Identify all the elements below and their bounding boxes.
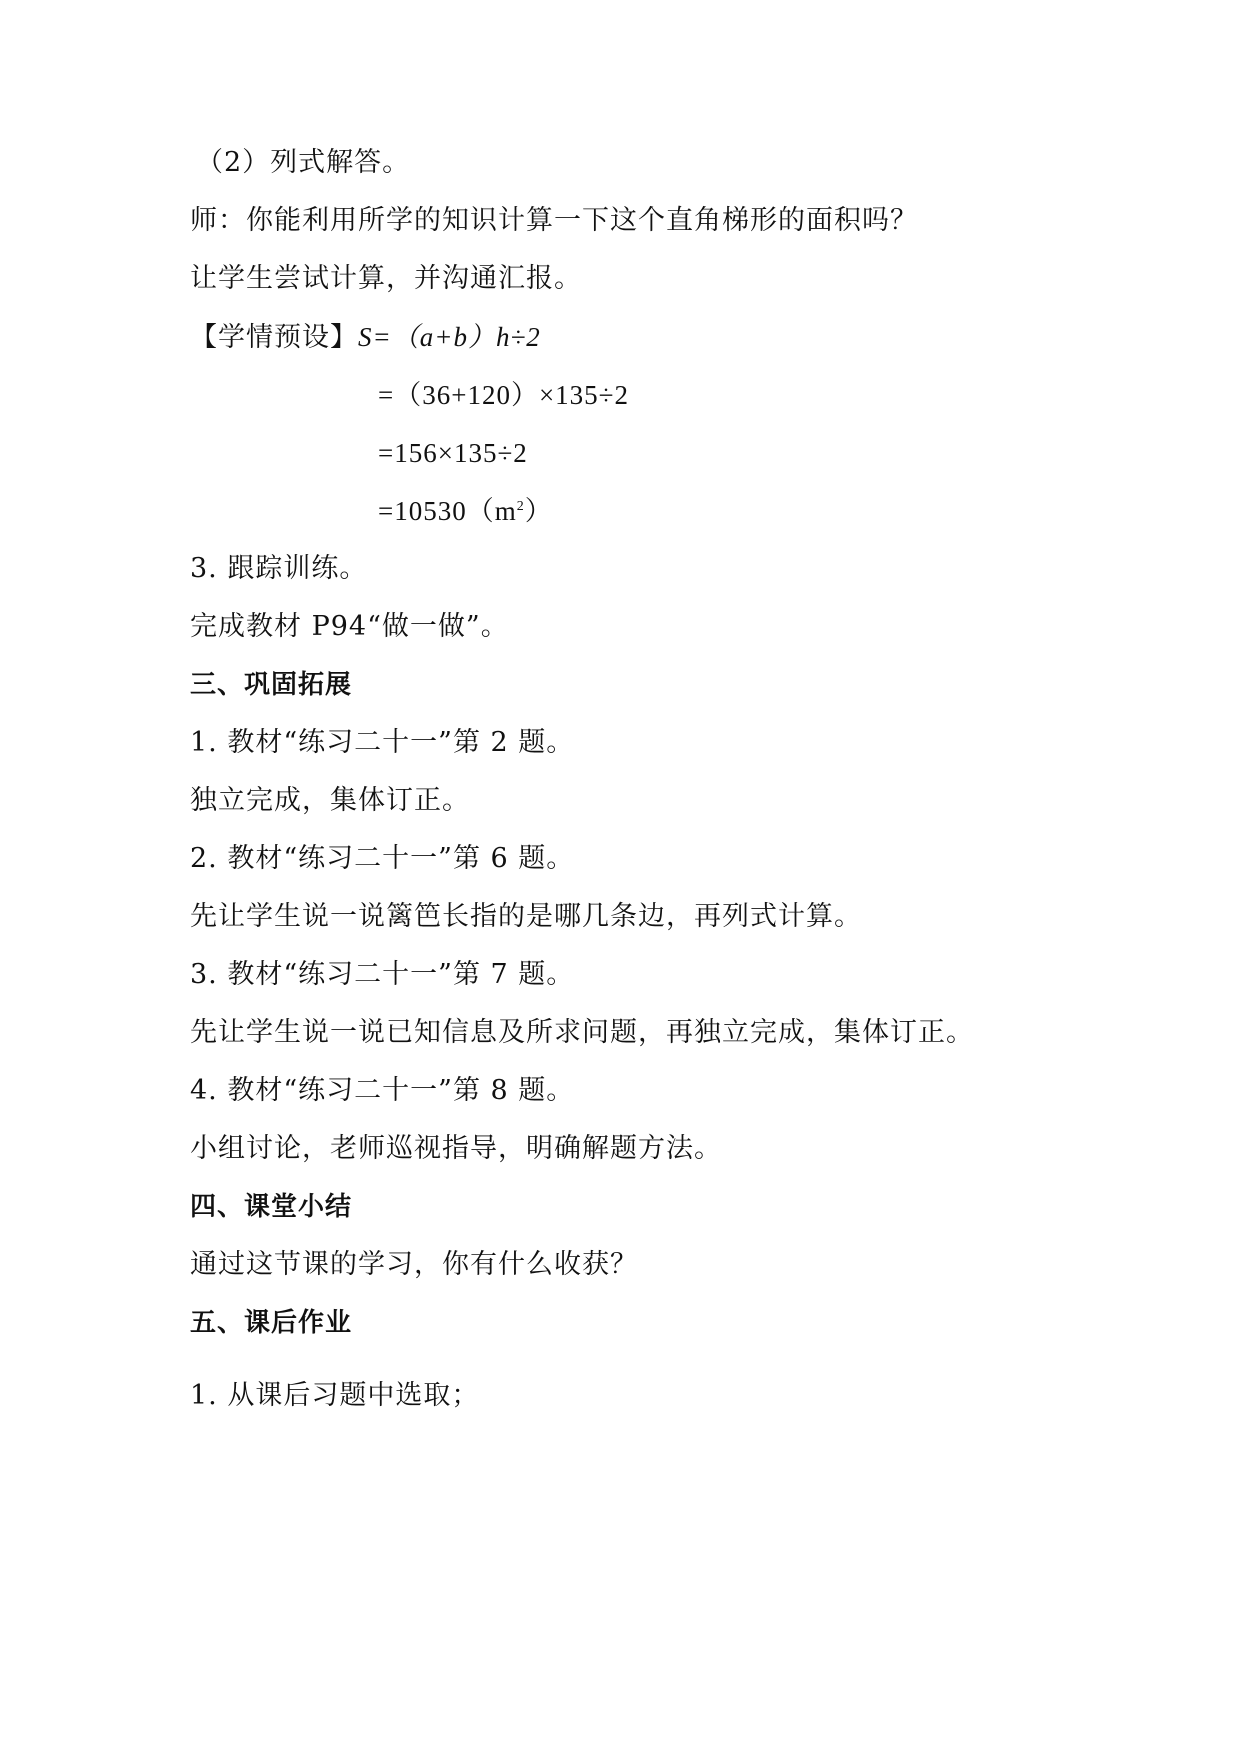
- homework-item-1: 1. 从课后习题中选取；: [190, 1380, 480, 1411]
- formula-line: [190, 319, 541, 356]
- exercise-3: 3. 教材“练习二十一”第 7 题。: [190, 959, 575, 990]
- exercise-3-note: 先让学生说一说已知信息及所求问题，再独立完成，集体订正。: [190, 1017, 974, 1048]
- exercise-1-note: 独立完成，集体订正。: [190, 785, 470, 816]
- area-formula: S=（a+b）h÷2: [358, 322, 541, 352]
- calc-step-2: =156×135÷2: [378, 438, 528, 468]
- section-heading-summary: 四、课堂小结: [190, 1192, 353, 1222]
- section-heading-consolidate: 三、巩固拓展: [190, 670, 353, 700]
- preset-label: 【学情预设】: [190, 322, 358, 353]
- student-instruction: 让学生尝试计算，并沟通汇报。: [190, 263, 582, 294]
- textbook-task: 完成教材 P94“做一做”。: [190, 611, 509, 642]
- calc-result: [378, 493, 553, 529]
- exercise-2: 2. 教材“练习二十一”第 6 题。: [190, 843, 575, 874]
- calc-result-close: ）: [524, 496, 553, 526]
- exercise-4: 4. 教材“练习二十一”第 8 题。: [190, 1075, 575, 1106]
- tracking-practice: 3. 跟踪训练。: [190, 553, 368, 584]
- step-2-label: （2）列式解答。: [196, 147, 411, 178]
- unit-superscript: 2: [516, 499, 525, 514]
- exercise-2-note: 先让学生说一说篱笆长指的是哪几条边，再列式计算。: [190, 901, 862, 932]
- exercise-1: 1. 教材“练习二十一”第 2 题。: [190, 727, 575, 758]
- calc-step-1: =（36+120）×135÷2: [378, 380, 629, 410]
- exercise-4-note: 小组讨论，老师巡视指导，明确解题方法。: [190, 1133, 722, 1164]
- calc-result-value: =10530（m: [378, 496, 517, 526]
- section-heading-homework: 五、课后作业: [190, 1308, 353, 1338]
- teacher-question: 师：你能利用所学的知识计算一下这个直角梯形的面积吗？: [190, 205, 918, 236]
- summary-question: 通过这节课的学习，你有什么收获？: [190, 1249, 638, 1280]
